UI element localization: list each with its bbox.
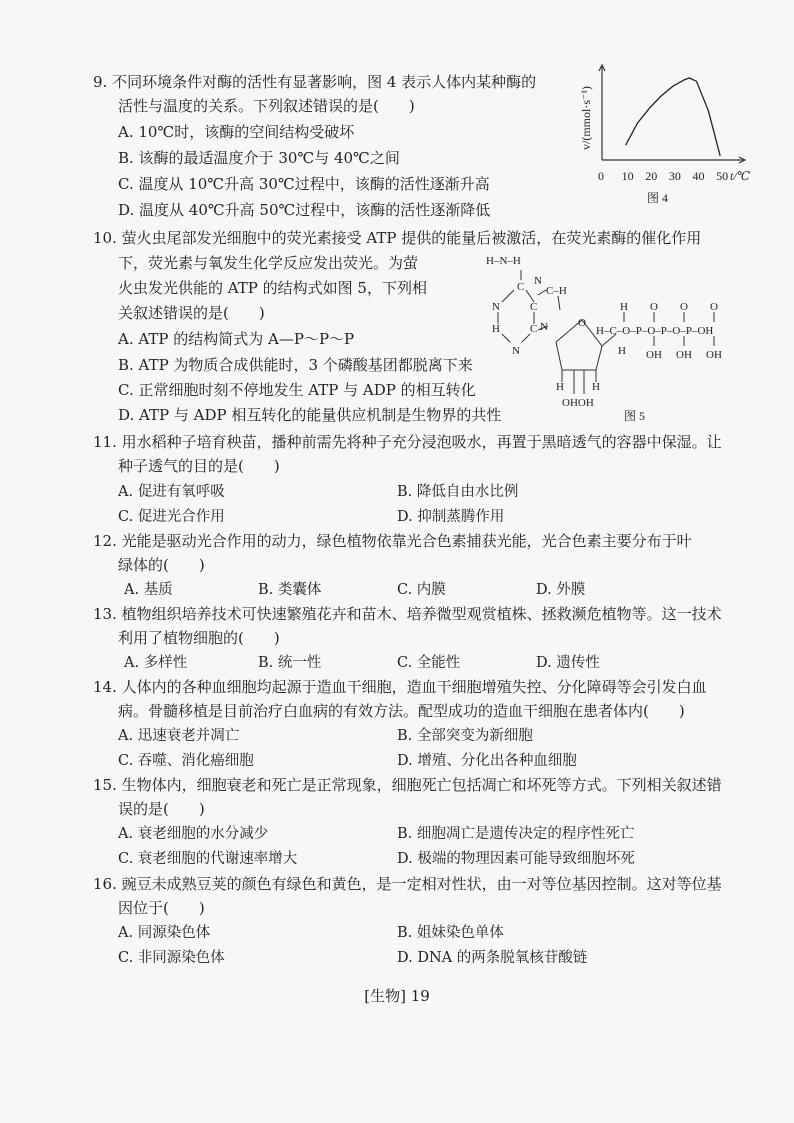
fig4-x-tick-label: 20 <box>645 169 658 183</box>
q10-stem-line4: 关叙述错误的是( ) <box>118 304 265 322</box>
fig5-atom-n1: N <box>534 275 542 287</box>
q13-option-c: C. 全能性 <box>397 655 461 671</box>
q16-stem-line2: 因位于( ) <box>118 899 205 917</box>
fig5-atom-h5: H <box>618 345 626 357</box>
q13-stem-line1: 13. 植物组织培养技术可快速繁殖花卉和苗木、培养微型观赏植株、拯救濒危植物等。这一技术 <box>93 605 722 623</box>
q16-option-a: A. 同源染色体 <box>118 925 211 941</box>
q16-stem-line1: 16. 豌豆未成熟豆荚的颜色有绿色和黄色，是一定相对性状，由一对等位基因控制。这对等位基 <box>93 875 722 893</box>
q11-option-a: A. 促进有氧呼吸 <box>118 484 225 500</box>
fig5-atom-h2: H <box>556 381 564 393</box>
figure-4-chart <box>575 62 765 210</box>
page-footer: [生物] 19 <box>364 987 430 1005</box>
q12-stem-line1: 12. 光能是驱动光合作用的动力，绿色植物依靠光合色素捕获光能，光合色素主要分布于叶 <box>93 532 692 550</box>
q10-stem-line2: 下，荧光素与氧发生化学反应发出荧光。为萤 <box>118 254 419 272</box>
fig5-ring-oxygen: O <box>578 317 586 329</box>
q11-stem-line2: 种子透气的目的是( ) <box>118 457 280 475</box>
q15-option-a: A. 衰老细胞的水分减少 <box>118 826 269 842</box>
q10-option-b: B. ATP 为物质合成供能时，3 个磷酸基团都脱离下来 <box>118 356 473 374</box>
q11-stem-line1: 11. 用水稻种子培育秧苗，播种前需先将种子充分浸泡吸水，再置于黑暗透气的容器中保湿。让 <box>93 433 722 451</box>
fig5-atom-n3: N <box>512 345 520 357</box>
fig4-caption: 图 4 <box>647 191 669 205</box>
fig4-activity-curve <box>626 78 721 156</box>
fig4-x-tick-label: 40 <box>692 169 705 183</box>
fig5-phosphate-oh1: OH <box>646 349 662 361</box>
q16-option-d: D. DNA 的两条脱氧核苷酸链 <box>397 950 588 966</box>
q11-option-c: C. 促进光合作用 <box>118 509 225 525</box>
fig5-atom-c1: C <box>517 281 525 293</box>
q15-stem-line1: 15. 生物体内，细胞衰老和死亡是正常现象，细胞死亡包括凋亡和坏死等方式。下列相关叙述错 <box>93 776 722 794</box>
fig4-x-tick-label: 30 <box>668 169 681 183</box>
q14-option-b: B. 全部突变为新细胞 <box>397 728 533 744</box>
fig4-x-tick-label: 50 <box>716 169 729 183</box>
fig5-phosphate-o3: O <box>710 301 718 313</box>
q15-stem-line2: 误的是( ) <box>118 800 205 818</box>
q14-option-d: D. 增殖、分化出各种血细胞 <box>397 753 577 769</box>
fig4-x-unit: t/℃ <box>730 169 751 183</box>
q9-option-a: A. 10℃时，该酶的空间结构受破坏 <box>118 123 355 141</box>
fig5-phosphate-o1: O <box>650 301 658 313</box>
q15-option-c: C. 衰老细胞的代谢速率增大 <box>118 851 298 867</box>
q15-option-b: B. 细胞凋亡是遗传决定的程序性死亡 <box>397 826 635 842</box>
fig4-x-tick-label: 10 <box>621 169 634 183</box>
q12-option-c: C. 内膜 <box>397 582 446 598</box>
fig4-y-label: v/(mmol·s⁻¹) <box>579 86 593 150</box>
q12-option-b: B. 类囊体 <box>258 582 322 598</box>
figure-5-atp-structure <box>478 250 768 430</box>
fig5-ribose-hydroxyls: OHOH <box>562 397 594 409</box>
q16-option-c: C. 非同源染色体 <box>118 950 225 966</box>
q14-stem-line1: 14. 人体内的各种血细胞均起源于造血干细胞，造血干细胞增殖失控、分化障碍等会引发白血 <box>93 678 707 696</box>
fig5-caption: 图 5 <box>624 409 646 423</box>
fig4-x-tick-label: 0 <box>598 169 604 183</box>
fig5-phosphate-chain: H–C–O–P–O–P–O–P–OH <box>596 325 714 337</box>
fig5-atom-h3: H <box>592 381 600 393</box>
fig5-phosphate-o2: O <box>680 301 688 313</box>
fig5-atom-c2: C <box>530 301 538 313</box>
q9-option-c: C. 温度从 10℃升高 30℃过程中，该酶的活性逐渐升高 <box>118 175 490 193</box>
fig5-atom-h4: H <box>620 301 628 313</box>
q10-stem-line1: 10. 萤火虫尾部发光细胞中的荧光素接受 ATP 提供的能量后被激活，在荧光素酶的催化作用 <box>93 229 702 247</box>
q13-stem-line2: 利用了植物细胞的( ) <box>118 629 280 647</box>
q10-option-c: C. 正常细胞时刻不停地发生 ATP 与 ADP 的相互转化 <box>118 381 476 399</box>
q12-option-d: D. 外膜 <box>536 582 586 598</box>
q16-option-b: B. 姐妹染色单体 <box>397 925 504 941</box>
fig5-atom-n4: N <box>540 321 548 333</box>
q9-stem-line2: 活性与温度的关系。下列叙述错误的是( ) <box>118 97 415 115</box>
fig5-atom-n2: N <box>492 301 500 313</box>
q13-option-b: B. 统一性 <box>258 655 322 671</box>
q11-option-b: B. 降低自由水比例 <box>397 484 519 500</box>
q10-option-d: D. ATP 与 ADP 相互转化的能量供应机制是生物界的共性 <box>118 406 502 424</box>
q12-stem-line2: 绿体的( ) <box>118 556 205 574</box>
fig5-amine-label: H–N–H <box>486 255 521 267</box>
q9-option-d: D. 温度从 40℃升高 50℃过程中，该酶的活性逐渐降低 <box>118 201 491 219</box>
q15-option-d: D. 极端的物理因素可能导致细胞坏死 <box>397 851 635 867</box>
fig5-phosphate-oh3: OH <box>706 349 722 361</box>
q9-stem-line1: 9. 不同环境条件对酶的活性有显著影响，图 4 表示人体内某种酶的 <box>93 73 537 91</box>
fig5-atom-ch: C–H <box>546 285 567 297</box>
q14-option-c: C. 吞噬、消化癌细胞 <box>118 753 254 769</box>
q14-stem-line2: 病。骨髓移植是目前治疗白血病的有效方法。配型成功的造血干细胞在患者体内( ) <box>118 702 685 720</box>
q9-option-b: B. 该酶的最适温度介于 30℃与 40℃之间 <box>118 149 400 167</box>
q10-stem-line3: 火虫发光供能的 ATP 的结构式如图 5，下列相 <box>118 279 427 297</box>
q14-option-a: A. 迅速衰老并凋亡 <box>118 728 240 744</box>
q10-option-a: A. ATP 的结构简式为 A—P～P～P <box>118 330 355 348</box>
q12-option-a: A. 基质 <box>124 582 173 598</box>
fig5-phosphate-oh2: OH <box>676 349 692 361</box>
fig5-atom-c3: C <box>530 323 538 335</box>
q11-option-d: D. 抑制蒸腾作用 <box>397 509 505 525</box>
q13-option-a: A. 多样性 <box>124 655 188 671</box>
fig5-atom-h1: H <box>492 323 500 335</box>
q13-option-d: D. 遗传性 <box>536 655 600 671</box>
